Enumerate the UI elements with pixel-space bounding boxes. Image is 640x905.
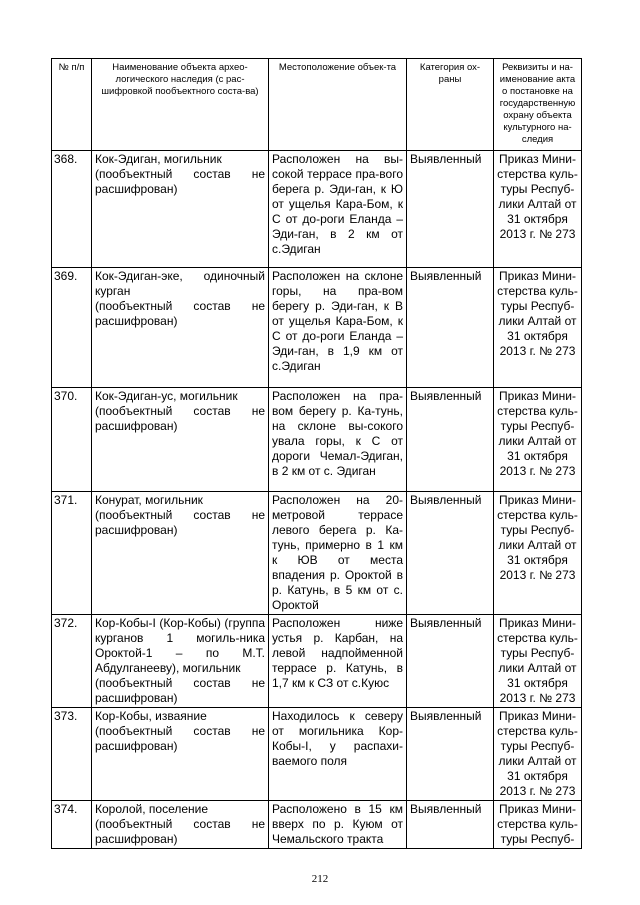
object-location: Находилось к северу от могильника Кор-Кобы-I, у распахи-ваемого поля [269, 708, 407, 801]
row-number: 372. [52, 615, 92, 708]
protection-act: Приказ Мини-стерства куль-туры Респуб-лики Алтай от 31 октября 2013 г. № 273 [494, 268, 582, 388]
object-title: Королой, поселение [95, 802, 209, 816]
table-row [52, 708, 582, 801]
header-act-details: Реквизиты и на-именование акта о постановке на государственную охрану объекта культурного на-следия [494, 59, 582, 151]
row-number: 371. [52, 492, 92, 615]
object-location: Расположено в 15 км вверх по р. Куюм от Чемальского тракта [269, 801, 407, 849]
row-number: 373. [52, 708, 92, 801]
object-title: Кок-Эдиган-ус, могильник [95, 389, 238, 403]
table-row [52, 801, 582, 849]
object-name [92, 492, 269, 615]
protection-act: Приказ Мини-стерства куль-туры Респуб- [494, 801, 582, 849]
object-composition-note: (пообъектный состав не расшифрован) [95, 299, 265, 328]
object-location: Расположен ниже устья р. Карбан, на левой надпойменной террасе р. Катунь, в 1,7 км к СЗ от с.Куюс [269, 615, 407, 708]
table-header-row [52, 59, 582, 151]
object-name [92, 615, 269, 708]
row-number: 374. [52, 801, 92, 849]
object-location: Расположен на пра-вом берегу р. Ка-тунь, на склоне вы-сокого увала горы, к С от дороги Чемал-Эдиган, в 2 км от с. Эдиган [269, 388, 407, 492]
protection-act: Приказ Мини-стерства куль-туры Респуб-лики Алтай от 31 октября 2013 г. № 273 [494, 151, 582, 268]
header-location: Местоположение объек-та [269, 59, 407, 151]
object-title: Кор-Кобы, изваяние [95, 709, 207, 723]
table-row [52, 268, 582, 388]
protection-category: Выявленный [407, 615, 494, 708]
heritage-objects-table [51, 58, 582, 849]
object-name [92, 801, 269, 849]
protection-category: Выявленный [407, 268, 494, 388]
object-title: Кок-Эдиган, могильник [95, 152, 222, 166]
object-composition-note: (пообъектный состав не расшифрован) [95, 508, 265, 537]
object-name [92, 151, 269, 268]
object-name [92, 268, 269, 388]
protection-act: Приказ Мини-стерства куль-туры Респуб-лики Алтай от 31 октября 2013 г. № 273 [494, 708, 582, 801]
object-title: Кор-Кобы-I (Кор-Кобы) (группа курганов 1 могиль-ника Ороктой-1 – по М.Т. Абдулганееву), могильник [95, 616, 265, 675]
protection-category: Выявленный [407, 151, 494, 268]
table-row [52, 492, 582, 615]
object-location: Расположен на 20-метровой террасе левого берега р. Ка-тунь, примерно в 1 км к ЮВ от места впадения р. Ороктой в р. Катунь, в 5 км от с. Ороктой [269, 492, 407, 615]
header-object-name: Наименование объекта архео-логического наследия (с рас-шифровкой пообъектного соста-ва) [92, 59, 269, 151]
object-composition-note: (пообъектный состав не расшифрован) [95, 167, 265, 196]
object-composition-note: (пообъектный состав не расшифрован) [95, 676, 265, 705]
protection-category: Выявленный [407, 801, 494, 849]
object-composition-note: (пообъектный состав не расшифрован) [95, 817, 265, 846]
table-row [52, 388, 582, 492]
page-number: 212 [311, 873, 329, 885]
row-number: 369. [52, 268, 92, 388]
protection-act: Приказ Мини-стерства куль-туры Респуб-лики Алтай от 31 октября 2013 г. № 273 [494, 615, 582, 708]
object-name [92, 708, 269, 801]
header-protection-category: Категория ох-раны [407, 59, 494, 151]
table-row [52, 151, 582, 268]
header-number: № п/п [52, 59, 92, 151]
protection-act: Приказ Мини-стерства куль-туры Респуб-лики Алтай от 31 октября 2013 г. № 273 [494, 388, 582, 492]
object-title: Кок-Эдиган-эке, одиночный курган [95, 269, 265, 298]
object-name [92, 388, 269, 492]
object-location: Расположен на склоне горы, на пра-вом берегу р. Эди-ган, к В от ущелья Кара-Бом, к С от до-роги Еланда – Эди-ган, в 1,9 км от с.Эдиган [269, 268, 407, 388]
row-number: 368. [52, 151, 92, 268]
table-row [52, 615, 582, 708]
protection-category: Выявленный [407, 708, 494, 801]
object-title: Конурат, могильник [95, 493, 203, 507]
protection-category: Выявленный [407, 492, 494, 615]
protection-act: Приказ Мини-стерства куль-туры Респуб-лики Алтай от 31 октября 2013 г. № 273 [494, 492, 582, 615]
protection-category: Выявленный [407, 388, 494, 492]
row-number: 370. [52, 388, 92, 492]
object-composition-note: (пообъектный состав не расшифрован) [95, 724, 265, 753]
object-location: Расположен на вы-сокой террасе пра-вого берега р. Эди-ган, к Ю от ущелья Кара-Бом, к С от до-роги Еланда – Эди-ган, в 2 км от с.Эдиган [269, 151, 407, 268]
object-composition-note: (пообъектный состав не расшифрован) [95, 404, 265, 433]
